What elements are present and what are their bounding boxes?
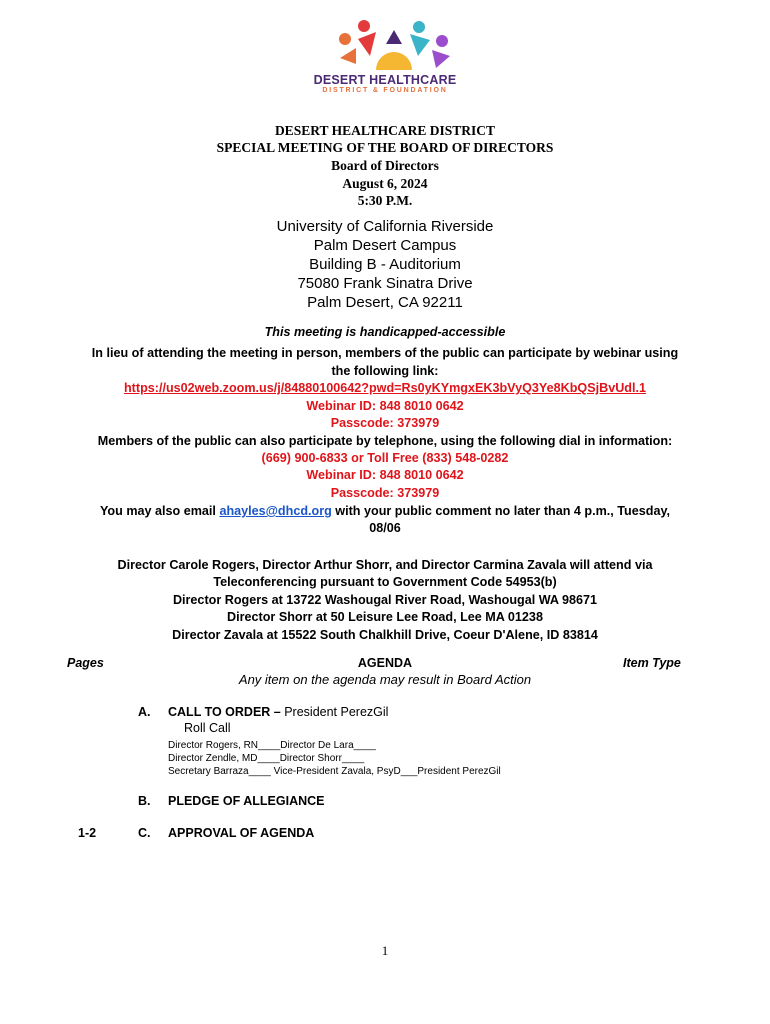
location-line: University of California Riverside bbox=[276, 218, 494, 235]
roll-call-line: Director Zendle, MD____Director Shorr____ bbox=[168, 753, 365, 764]
zoom-link[interactable]: https://us02web.zoom.us/j/84880100642?pwd=Rs0yKYmgxEK3bVyQ3Ye8KbQSjBvUdl.1 bbox=[123, 381, 647, 395]
webinar-text: the following link: bbox=[331, 364, 439, 378]
phone-webinar-id: Webinar ID: 848 8010 0642 bbox=[306, 468, 464, 482]
meeting-time: 5:30 P.M. bbox=[357, 193, 413, 208]
roll-call-line: Director Rogers, RN____Director De Lara____ bbox=[168, 740, 376, 751]
item-b-letter: B. bbox=[138, 794, 151, 808]
item-c-title: APPROVAL OF AGENDA bbox=[168, 826, 315, 840]
webinar-id: Webinar ID: 848 8010 0642 bbox=[306, 399, 464, 413]
location-line: 75080 Frank Sinatra Drive bbox=[297, 275, 473, 292]
item-c-letter: C. bbox=[138, 826, 151, 840]
email-line: You may also email ahayles@dhcd.org with your public comment no later than 4 p.m., Tuesday, bbox=[99, 504, 671, 518]
roll-call: Roll Call bbox=[184, 721, 231, 735]
item-a-title: CALL TO ORDER – President PerezGil bbox=[168, 705, 389, 719]
meeting-title: SPECIAL MEETING OF THE BOARD OF DIRECTORS bbox=[216, 140, 554, 155]
location-line: Palm Desert, CA 92211 bbox=[307, 294, 463, 311]
webinar-text: In lieu of attending the meeting in person, members of the public can participate by webinar using bbox=[91, 346, 679, 360]
director-note: Director Carole Rogers, Director Arthur Shorr, and Director Carmina Zavala will attend via bbox=[117, 558, 653, 572]
handicap-note: This meeting is handicapped-accessible bbox=[264, 325, 506, 339]
phone-numbers: (669) 900-6833 or Toll Free (833) 548-0282 bbox=[261, 451, 509, 465]
item-a-letter: A. bbox=[138, 705, 151, 719]
director-location: Director Zavala at 15522 South Chalkhill Drive, Coeur D'Alene, ID 83814 bbox=[172, 628, 598, 642]
phone-intro: Members of the public can also participate by telephone, using the following dial in information: bbox=[97, 434, 673, 448]
board-title: Board of Directors bbox=[331, 158, 439, 173]
item-type-column-label: Item Type bbox=[623, 656, 681, 670]
agenda-title: AGENDA bbox=[357, 656, 413, 670]
location-line: Building B - Auditorium bbox=[309, 256, 461, 273]
agenda-note: Any item on the agenda may result in Board Action bbox=[238, 672, 532, 687]
logo-subtitle: DISTRICT & FOUNDATION bbox=[322, 87, 448, 94]
email-link[interactable]: ahayles@dhcd.org bbox=[219, 504, 332, 518]
location-line: Palm Desert Campus bbox=[313, 237, 457, 254]
item-c-pages: 1-2 bbox=[78, 826, 97, 840]
director-location: Director Shorr at 50 Leisure Lee Road, Lee MA 01238 bbox=[227, 610, 543, 624]
phone-passcode: Passcode: 373979 bbox=[330, 486, 440, 500]
roll-call-line: Secretary Barraza____ Vice-President Zavala, PsyD___President PerezGil bbox=[168, 766, 501, 777]
district-title: DESERT HEALTHCARE DISTRICT bbox=[274, 123, 496, 138]
page-number: 1 bbox=[381, 943, 389, 958]
item-b-title: PLEDGE OF ALLEGIANCE bbox=[168, 794, 325, 808]
meeting-date: August 6, 2024 bbox=[342, 176, 428, 191]
webinar-passcode: Passcode: 373979 bbox=[330, 416, 440, 430]
email-deadline: 08/06 bbox=[369, 521, 401, 535]
director-note: Teleconferencing pursuant to Government Code 54953(b) bbox=[213, 575, 557, 589]
pages-column-label: Pages bbox=[67, 656, 104, 670]
logo-name: DESERT HEALTHCARE bbox=[313, 73, 457, 87]
director-location: Director Rogers at 13722 Washougal River Road, Washougal WA 98671 bbox=[172, 593, 598, 607]
